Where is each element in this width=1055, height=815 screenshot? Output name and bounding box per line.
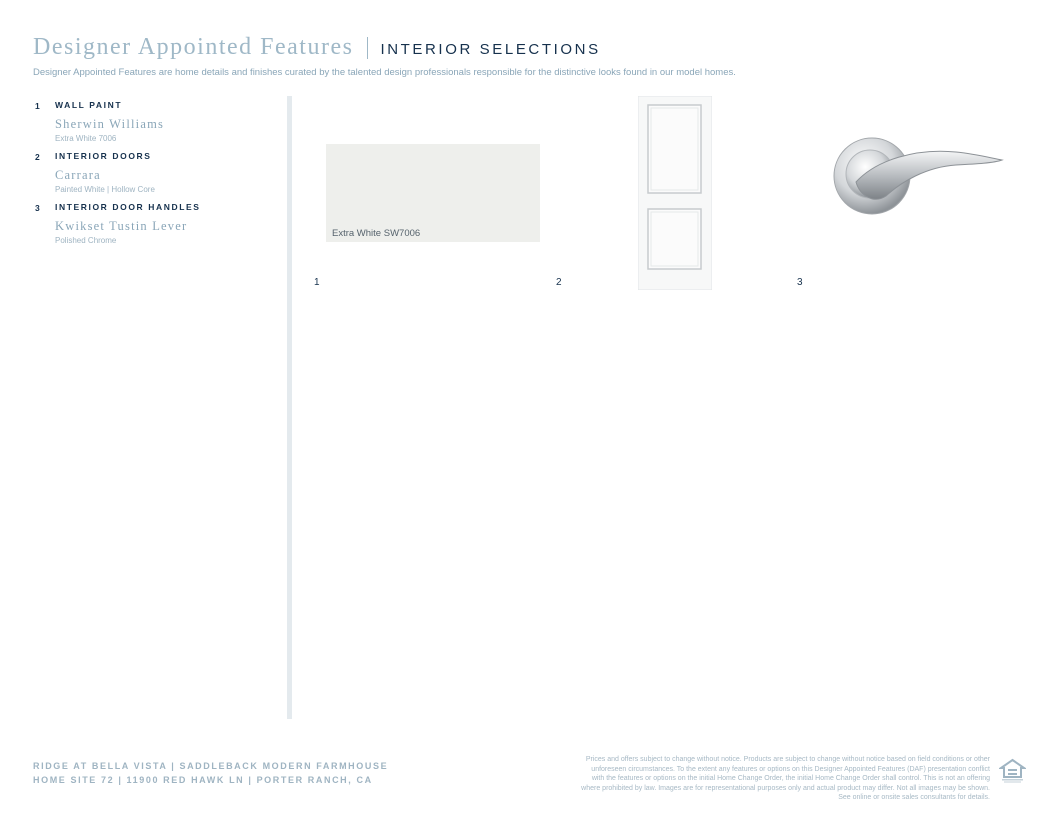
intro-text: Designer Appointed Features are home details and finishes curated by the talented design professionals responsible for the distinctive looks found in our model homes.: [33, 67, 736, 78]
image-number-1: 1: [314, 277, 320, 288]
selection-category: INTERIOR DOOR HANDLES: [55, 202, 201, 212]
selection-detail: Extra White 7006: [55, 134, 117, 143]
selection-number: 1: [35, 101, 41, 111]
title-row: [33, 34, 1033, 61]
selection-list: [35, 100, 280, 253]
swatch-label: Extra White SW7006: [332, 228, 421, 239]
selection-item-door-handles: [35, 202, 280, 245]
title-divider: [367, 37, 368, 59]
selection-name: Carrara: [55, 168, 101, 182]
selection-item-interior-doors: [35, 151, 280, 194]
panel-door-icon: [638, 96, 712, 290]
page-title: Designer Appointed Features: [33, 34, 354, 60]
image-number-2: 2: [556, 277, 562, 288]
equal-housing-icon: [999, 758, 1026, 784]
lever-handle-icon: [826, 130, 1008, 220]
selection-category: INTERIOR DOORS: [55, 151, 152, 161]
vertical-divider: [287, 96, 292, 719]
community-line-2: HOME SITE 72 | 11900 RED HAWK LN | PORTER RANCH, CA: [33, 775, 373, 785]
paint-swatch: [326, 144, 540, 242]
selection-name: Kwikset Tustin Lever: [55, 219, 188, 233]
selection-category: WALL PAINT: [55, 100, 123, 110]
image-number-3: 3: [797, 277, 803, 288]
selection-detail: Painted White | Hollow Core: [55, 185, 155, 194]
selection-number: 2: [35, 152, 41, 162]
page-header: [33, 34, 1033, 78]
page-subtitle: INTERIOR SELECTIONS: [380, 41, 601, 58]
selection-detail: Polished Chrome: [55, 236, 117, 245]
disclaimer-text: Prices and offers subject to change without notice. Products are subject to change without notice based on field conditions or other unforeseen circumstances. To the extent any features or options on this Designer Appointed Features (DAF) presentation conflict with the features or options on the initial Home Change Order, the initial Home Change Order shall control. This is not an offering where prohibited by law. Images are for representational purposes only and actual product may differ. Not all images may be shown. See online or onsite sales consultants for details.: [581, 756, 990, 801]
selection-number: 3: [35, 203, 41, 213]
selection-item-wall-paint: [35, 100, 280, 143]
selection-name: Sherwin Williams: [55, 117, 165, 131]
community-line-1: RIDGE AT BELLA VISTA | SADDLEBACK MODERN FARMHOUSE: [33, 761, 389, 771]
community-info: [33, 759, 388, 787]
